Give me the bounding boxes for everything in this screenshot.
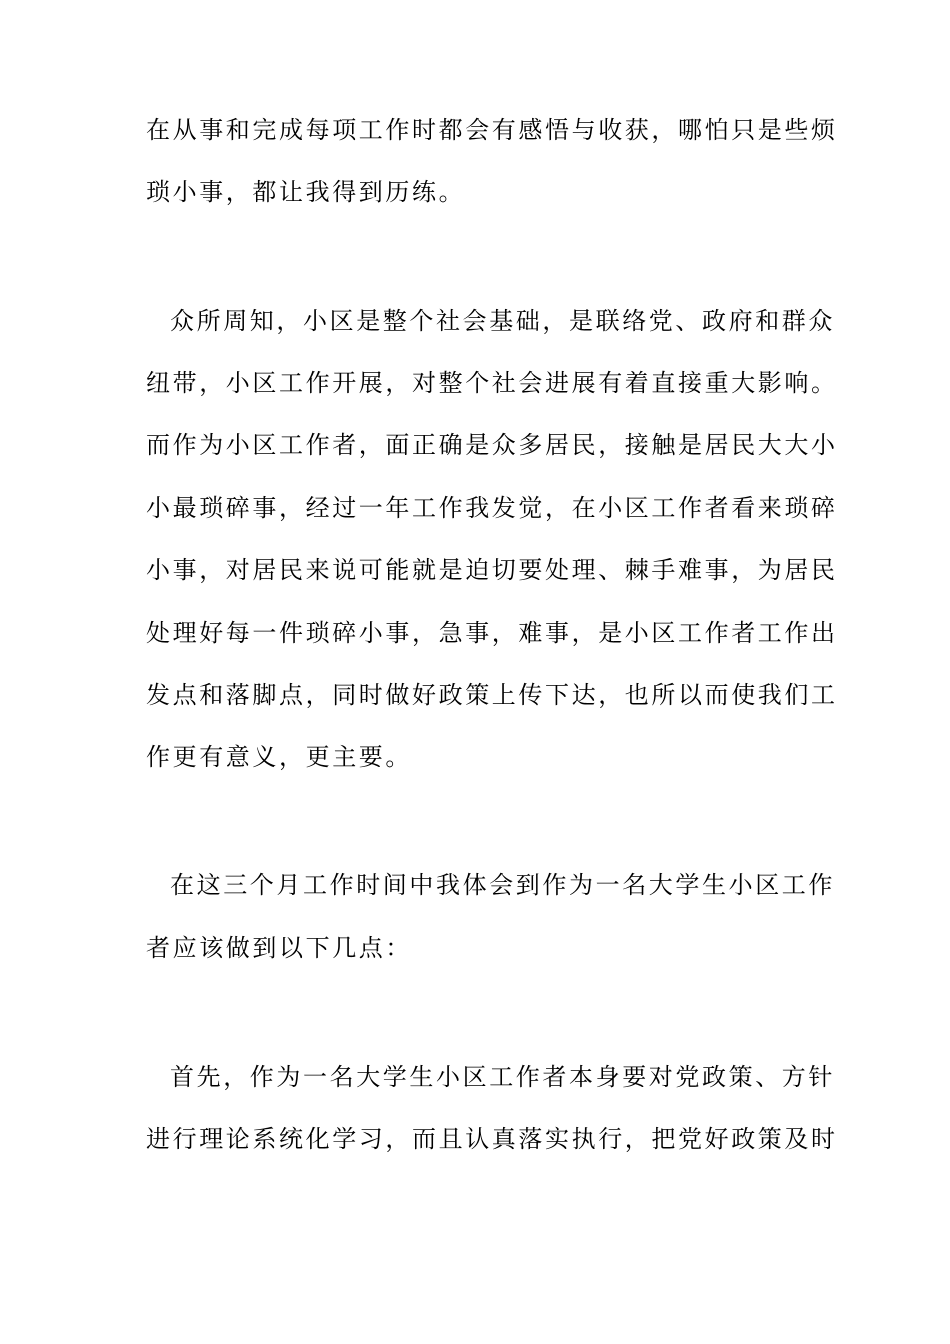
- paragraph-2-line-8: 作更有意义，更主要。: [146, 743, 412, 771]
- paragraph-4-line-2: 进行理论系统化学习，而且认真落实执行，把党好政策及时: [146, 1125, 838, 1153]
- paragraph-2-line-2: 纽带，小区工作开展，对整个社会进展有着直接重大影响。: [146, 369, 838, 397]
- paragraph-3-line-1: 在这三个月工作时间中我体会到作为一名大学生小区工作: [170, 871, 835, 899]
- paragraph-1-line-1: 在从事和完成每项工作时都会有感悟与收获，哪怕只是些烦: [146, 116, 838, 144]
- paragraph-3-line-2: 者应该做到以下几点：: [146, 934, 412, 962]
- paragraph-2-line-4: 小最琐碎事，经过一年工作我发觉，在小区工作者看来琐碎: [146, 494, 838, 522]
- paragraph-2-line-6: 处理好每一件琐碎小事，急事，难事，是小区工作者工作出: [146, 619, 838, 647]
- paragraph-2-line-7: 发点和落脚点，同时做好政策上传下达，也所以而使我们工: [146, 681, 838, 709]
- paragraph-4-line-1: 首先，作为一名大学生小区工作者本身要对党政策、方针: [170, 1063, 835, 1091]
- paragraph-2-line-5: 小事，对居民来说可能就是迫切要处理、棘手难事，为居民: [146, 556, 838, 584]
- paragraph-1-line-2: 琐小事，都让我得到历练。: [146, 178, 466, 206]
- paragraph-2-line-3: 而作为小区工作者，面正确是众多居民，接触是居民大大小: [146, 431, 838, 459]
- paragraph-2-line-1: 众所周知，小区是整个社会基础，是联络党、政府和群众: [170, 307, 835, 335]
